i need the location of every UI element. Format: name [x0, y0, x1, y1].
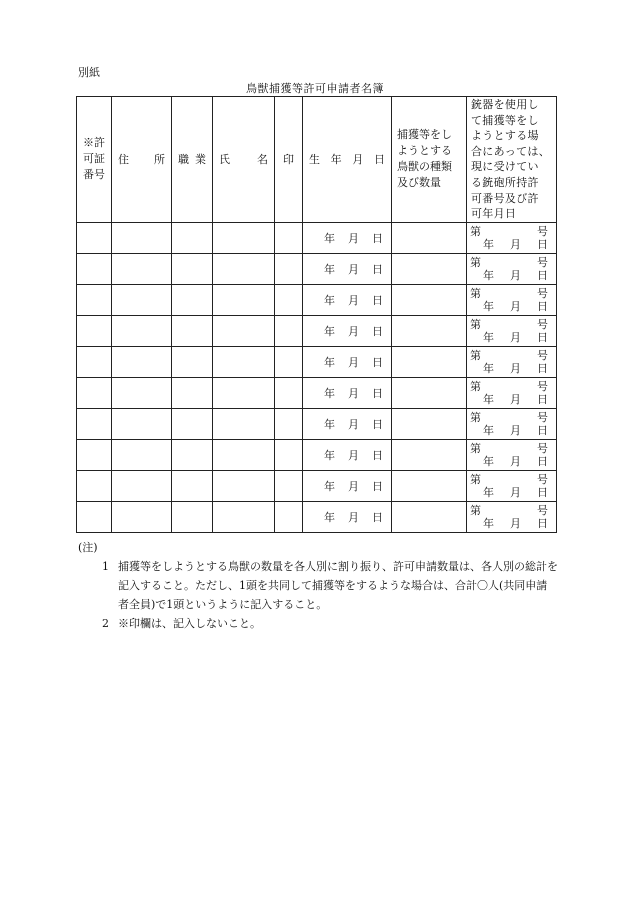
month-label: 月 — [348, 479, 359, 493]
cell-gun-license[interactable] — [467, 439, 557, 470]
license-no-prefix: 第 — [470, 503, 481, 517]
cell-seal[interactable] — [275, 439, 303, 470]
cell-seal[interactable] — [275, 377, 303, 408]
year-label: 年 — [483, 392, 494, 406]
license-no-prefix: 第 — [470, 410, 481, 424]
license-no-prefix: 第 — [470, 472, 481, 486]
year-label: 年 — [324, 231, 335, 245]
cell-address[interactable] — [112, 377, 172, 408]
header-birth-date: 生 年 月 日 — [303, 97, 392, 223]
month-label: 月 — [510, 268, 521, 282]
table-row — [77, 501, 557, 532]
cell-seal[interactable] — [275, 253, 303, 284]
document-title: 鳥獣捕獲等許可申請者名簿 — [246, 82, 384, 95]
cell-seal[interactable] — [275, 346, 303, 377]
cell-birth-date[interactable] — [303, 470, 392, 501]
cell-seal[interactable] — [275, 284, 303, 315]
cell-name[interactable] — [213, 470, 275, 501]
cell-species-quantity[interactable] — [392, 284, 467, 315]
cell-species-quantity[interactable] — [392, 253, 467, 284]
cell-gun-license[interactable] — [467, 377, 557, 408]
cell-occupation[interactable] — [172, 377, 213, 408]
cell-species-quantity[interactable] — [392, 470, 467, 501]
month-label: 月 — [348, 417, 359, 431]
cell-occupation[interactable] — [172, 346, 213, 377]
cell-gun-license[interactable] — [467, 315, 557, 346]
cell-occupation[interactable] — [172, 284, 213, 315]
month-label: 月 — [510, 237, 521, 251]
cell-name[interactable] — [213, 439, 275, 470]
month-label: 月 — [510, 392, 521, 406]
cell-species-quantity[interactable] — [392, 439, 467, 470]
year-label: 年 — [483, 516, 494, 530]
license-no-suffix: 号 — [537, 255, 548, 269]
license-no-suffix: 号 — [537, 410, 548, 424]
day-label: 日 — [537, 485, 548, 499]
header-permit-number: ※許 可証 番号 — [77, 97, 112, 223]
month-label: 月 — [348, 510, 359, 524]
cell-birth-date[interactable] — [303, 315, 392, 346]
header-row — [77, 97, 557, 223]
cell-gun-license[interactable] — [467, 253, 557, 284]
year-label: 年 — [483, 454, 494, 468]
table-row — [77, 253, 557, 284]
license-no-prefix: 第 — [470, 441, 481, 455]
cell-birth-date[interactable] — [303, 408, 392, 439]
day-label: 日 — [537, 237, 548, 251]
day-label: 日 — [372, 479, 383, 493]
year-label: 年 — [483, 485, 494, 499]
license-no-suffix: 号 — [537, 472, 548, 486]
header-gun-license: 銃器を使用し て捕獲等をし ようとする場 合にあっては、 現に受けてい る銃砲所持許 可番号及び許 可年月日 — [467, 97, 557, 223]
cell-birth-date[interactable] — [303, 253, 392, 284]
year-label: 年 — [324, 262, 335, 276]
day-label: 日 — [372, 324, 383, 338]
cell-address[interactable] — [112, 470, 172, 501]
cell-permit-number[interactable] — [77, 253, 112, 284]
cell-address[interactable] — [112, 346, 172, 377]
month-label: 月 — [510, 485, 521, 499]
month-label: 月 — [348, 293, 359, 307]
cell-species-quantity[interactable] — [392, 501, 467, 532]
cell-species-quantity[interactable] — [392, 222, 467, 253]
cell-permit-number[interactable] — [77, 501, 112, 532]
cell-address[interactable] — [112, 439, 172, 470]
year-label: 年 — [324, 293, 335, 307]
year-label: 年 — [324, 355, 335, 369]
month-label: 月 — [510, 361, 521, 375]
year-label: 年 — [324, 479, 335, 493]
cell-gun-license[interactable] — [467, 222, 557, 253]
cell-name[interactable] — [213, 377, 275, 408]
cell-permit-number[interactable] — [77, 470, 112, 501]
cell-seal[interactable] — [275, 408, 303, 439]
day-label: 日 — [372, 231, 383, 245]
header-name: 氏 名 — [213, 97, 275, 223]
cell-permit-number[interactable] — [77, 346, 112, 377]
header-address: 住 所 — [112, 97, 172, 223]
day-label: 日 — [372, 262, 383, 276]
table-row — [77, 377, 557, 408]
day-label: 日 — [537, 423, 548, 437]
month-label: 月 — [348, 448, 359, 462]
month-label: 月 — [510, 454, 521, 468]
day-label: 日 — [537, 392, 548, 406]
cell-birth-date[interactable] — [303, 284, 392, 315]
cell-seal[interactable] — [275, 470, 303, 501]
month-label: 月 — [510, 299, 521, 313]
cell-occupation[interactable] — [172, 315, 213, 346]
month-label: 月 — [348, 324, 359, 338]
year-label: 年 — [324, 417, 335, 431]
cell-name[interactable] — [213, 284, 275, 315]
note-item-1: 1 捕獲等をしようとする鳥獣の数量を各人別に割り振り、許可申請数量は、各人別の総計を記入すること。ただし、1頭を共同して捕獲等をするような場合は、合計〇人(共同申請者全員)で1頭というように記入すること。 — [102, 560, 558, 611]
day-label: 日 — [537, 268, 548, 282]
cell-address[interactable] — [112, 222, 172, 253]
cell-birth-date[interactable] — [303, 439, 392, 470]
cell-name[interactable] — [213, 222, 275, 253]
table-row — [77, 408, 557, 439]
cell-gun-license[interactable] — [467, 284, 557, 315]
month-label: 月 — [510, 516, 521, 530]
day-label: 日 — [537, 454, 548, 468]
day-label: 日 — [372, 355, 383, 369]
cell-seal[interactable] — [275, 315, 303, 346]
cell-gun-license[interactable] — [467, 470, 557, 501]
day-label: 日 — [537, 299, 548, 313]
license-no-suffix: 号 — [537, 348, 548, 362]
license-no-suffix: 号 — [537, 317, 548, 331]
cell-address[interactable] — [112, 253, 172, 284]
cell-occupation[interactable] — [172, 222, 213, 253]
cell-name[interactable] — [213, 501, 275, 532]
cell-name[interactable] — [213, 346, 275, 377]
year-label: 年 — [324, 386, 335, 400]
year-label: 年 — [324, 448, 335, 462]
day-label: 日 — [372, 293, 383, 307]
year-label: 年 — [483, 299, 494, 313]
month-label: 月 — [510, 423, 521, 437]
license-no-suffix: 号 — [537, 379, 548, 393]
year-label: 年 — [483, 330, 494, 344]
table-row — [77, 222, 557, 253]
day-label: 日 — [372, 510, 383, 524]
day-label: 日 — [537, 361, 548, 375]
year-label: 年 — [324, 510, 335, 524]
day-label: 日 — [372, 448, 383, 462]
license-no-prefix: 第 — [470, 286, 481, 300]
notes — [78, 538, 558, 633]
attachment-label: 別紙 — [78, 66, 100, 79]
table-row — [77, 315, 557, 346]
day-label: 日 — [372, 417, 383, 431]
cell-seal[interactable] — [275, 501, 303, 532]
license-no-suffix: 号 — [537, 441, 548, 455]
year-label: 年 — [483, 423, 494, 437]
year-label: 年 — [324, 324, 335, 338]
header-occupation: 職 業 — [172, 97, 213, 223]
cell-birth-date[interactable] — [303, 501, 392, 532]
cell-occupation[interactable] — [172, 439, 213, 470]
cell-seal[interactable] — [275, 222, 303, 253]
cell-address[interactable] — [112, 315, 172, 346]
month-label: 月 — [510, 330, 521, 344]
cell-name[interactable] — [213, 253, 275, 284]
license-no-prefix: 第 — [470, 255, 481, 269]
month-label: 月 — [348, 386, 359, 400]
header-seal: 印 — [275, 97, 303, 223]
license-no-prefix: 第 — [470, 317, 481, 331]
cell-occupation[interactable] — [172, 408, 213, 439]
year-label: 年 — [483, 237, 494, 251]
cell-gun-license[interactable] — [467, 501, 557, 532]
day-label: 日 — [537, 330, 548, 344]
license-no-suffix: 号 — [537, 224, 548, 238]
cell-permit-number[interactable] — [77, 284, 112, 315]
day-label: 日 — [372, 386, 383, 400]
day-label: 日 — [537, 516, 548, 530]
header-species-quantity: 捕獲等をし ようとする 鳥獣の種類 及び数量 — [392, 97, 467, 223]
license-no-suffix: 号 — [537, 503, 548, 517]
cell-species-quantity[interactable] — [392, 315, 467, 346]
cell-species-quantity[interactable] — [392, 346, 467, 377]
cell-permit-number[interactable] — [77, 377, 112, 408]
notes-heading: (注) — [78, 541, 98, 554]
cell-birth-date[interactable] — [303, 377, 392, 408]
cell-name[interactable] — [213, 408, 275, 439]
month-label: 月 — [348, 231, 359, 245]
cell-permit-number[interactable] — [77, 439, 112, 470]
cell-gun-license[interactable] — [467, 346, 557, 377]
note-item-2: 2 ※印欄は、記入しないこと。 — [102, 617, 261, 630]
license-no-prefix: 第 — [470, 379, 481, 393]
table-row — [77, 439, 557, 470]
cell-address[interactable] — [112, 284, 172, 315]
cell-occupation[interactable] — [172, 501, 213, 532]
cell-birth-date[interactable] — [303, 222, 392, 253]
cell-species-quantity[interactable] — [392, 408, 467, 439]
cell-address[interactable] — [112, 408, 172, 439]
table-row — [77, 284, 557, 315]
cell-name[interactable] — [213, 315, 275, 346]
cell-address[interactable] — [112, 501, 172, 532]
month-label: 月 — [348, 262, 359, 276]
table-row — [77, 346, 557, 377]
cell-permit-number[interactable] — [77, 222, 112, 253]
cell-permit-number[interactable] — [77, 315, 112, 346]
cell-gun-license[interactable] — [467, 408, 557, 439]
cell-permit-number[interactable] — [77, 408, 112, 439]
cell-occupation[interactable] — [172, 470, 213, 501]
applicant-roster-table — [76, 96, 557, 533]
license-no-prefix: 第 — [470, 348, 481, 362]
year-label: 年 — [483, 361, 494, 375]
table-row — [77, 470, 557, 501]
license-no-prefix: 第 — [470, 224, 481, 238]
cell-occupation[interactable] — [172, 253, 213, 284]
cell-birth-date[interactable] — [303, 346, 392, 377]
year-label: 年 — [483, 268, 494, 282]
license-no-suffix: 号 — [537, 286, 548, 300]
cell-species-quantity[interactable] — [392, 377, 467, 408]
month-label: 月 — [348, 355, 359, 369]
